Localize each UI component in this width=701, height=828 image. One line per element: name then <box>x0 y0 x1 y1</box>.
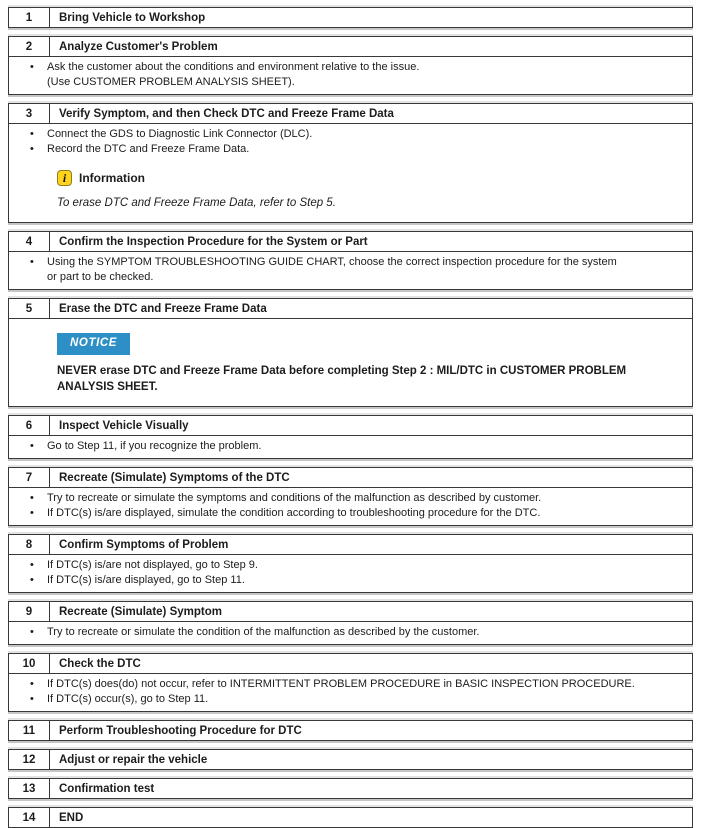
step-body <box>8 674 693 712</box>
list-item <box>9 255 684 285</box>
step-body <box>8 124 693 223</box>
step-header <box>8 807 693 828</box>
list-item <box>9 142 684 157</box>
step-header <box>8 720 693 741</box>
step-header <box>8 231 693 252</box>
step-number: 4 <box>9 232 50 251</box>
step-title: Adjust or repair the vehicle <box>59 753 208 766</box>
step-header <box>8 415 693 436</box>
bullet-text: If DTC(s) does(do) not occur, refer to INTERMITTENT PROBLEM PROCEDURE in BASIC INSPECTION PROCEDURE. <box>47 678 635 690</box>
step-number: 7 <box>9 468 50 487</box>
bullet-icon: • <box>30 61 34 73</box>
step-number: 5 <box>9 299 50 318</box>
step-title: Bring Vehicle to Workshop <box>59 11 206 24</box>
list-item <box>9 506 684 521</box>
step-number: 2 <box>9 37 50 56</box>
step-title: Confirm the Inspection Procedure for the System or Part <box>59 235 368 248</box>
step-header <box>8 467 693 488</box>
bullet-text: Connect the GDS to Diagnostic Link Connector (DLC). <box>47 128 313 140</box>
step-title: Recreate (Simulate) Symptom <box>59 605 222 618</box>
step-2 <box>8 36 693 95</box>
step-header <box>8 7 693 28</box>
step-body <box>8 436 693 459</box>
bullet-text: Go to Step 11, if you recognize the problem. <box>47 440 262 452</box>
step-3 <box>8 103 693 223</box>
bullet-text: If DTC(s) is/are not displayed, go to Step 9. <box>47 559 258 571</box>
step-14 <box>8 807 693 828</box>
bullet-icon: • <box>30 678 34 690</box>
step-9 <box>8 601 693 645</box>
step-13 <box>8 778 693 799</box>
information-icon: i <box>57 170 72 186</box>
step-header <box>8 534 693 555</box>
step-header <box>8 36 693 57</box>
list-item <box>9 677 684 692</box>
notice-block <box>57 333 684 402</box>
step-body <box>8 319 693 407</box>
bullet-icon: • <box>30 507 34 519</box>
bullet-icon: • <box>30 128 34 140</box>
step-title: Perform Troubleshooting Procedure for DTC <box>59 724 302 737</box>
step-1 <box>8 7 693 28</box>
step-title: Confirm Symptoms of Problem <box>59 538 229 551</box>
notice-text-line: ANALYSIS SHEET. <box>57 381 158 393</box>
step-header <box>8 653 693 674</box>
step-11 <box>8 720 693 741</box>
information-block <box>57 170 684 218</box>
step-6 <box>8 415 693 459</box>
list-item <box>9 127 684 142</box>
step-title: Recreate (Simulate) Symptoms of the DTC <box>59 471 290 484</box>
step-5 <box>8 298 693 407</box>
bullet-text: If DTC(s) occur(s), go to Step 11. <box>47 693 209 705</box>
step-number: 11 <box>9 721 50 740</box>
bullet-icon: • <box>30 256 34 268</box>
step-title: Inspect Vehicle Visually <box>59 419 189 432</box>
step-body <box>8 488 693 526</box>
bullet-icon: • <box>30 626 34 638</box>
list-item <box>9 491 684 506</box>
step-number: 12 <box>9 750 50 769</box>
bullet-text: (Use CUSTOMER PROBLEM ANALYSIS SHEET). <box>47 76 295 88</box>
step-4 <box>8 231 693 290</box>
list-item <box>9 625 684 640</box>
step-body <box>8 57 693 95</box>
information-label: Information <box>79 170 145 185</box>
step-10 <box>8 653 693 712</box>
step-title: Confirmation test <box>59 782 155 795</box>
step-body <box>8 252 693 290</box>
step-number: 1 <box>9 8 50 27</box>
list-item <box>9 692 684 707</box>
list-item <box>9 573 684 588</box>
bullet-text: If DTC(s) is/are displayed, simulate the condition according to troubleshooting procedure for the DTC. <box>47 507 541 519</box>
step-number: 10 <box>9 654 50 673</box>
bullet-text: Ask the customer about the conditions and environment relative to the issue. <box>47 61 420 73</box>
notice-badge: NOTICE <box>57 333 130 355</box>
step-title: Check the DTC <box>59 657 141 670</box>
step-number: 13 <box>9 779 50 798</box>
step-number: 9 <box>9 602 50 621</box>
bullet-text: If DTC(s) is/are displayed, go to Step 11. <box>47 574 245 586</box>
bullet-text: Record the DTC and Freeze Frame Data. <box>47 143 250 155</box>
bullet-icon: • <box>30 693 34 705</box>
bullet-icon: • <box>30 143 34 155</box>
step-title: Erase the DTC and Freeze Frame Data <box>59 302 267 315</box>
step-header <box>8 298 693 319</box>
bullet-text: Using the SYMPTOM TROUBLESHOOTING GUIDE CHART, choose the correct inspection procedure for the system <box>47 256 617 268</box>
bullet-icon: • <box>30 492 34 504</box>
step-number: 14 <box>9 808 50 827</box>
information-note: To erase DTC and Freeze Frame Data, refer to Step 5. <box>57 197 336 209</box>
bullet-text: or part to be checked. <box>47 271 154 283</box>
bullet-icon: • <box>30 440 34 452</box>
bullet-text: Try to recreate or simulate the condition of the malfunction as described by the customer. <box>47 626 480 638</box>
step-number: 8 <box>9 535 50 554</box>
step-title: END <box>59 811 84 824</box>
bullet-icon: • <box>30 559 34 571</box>
notice-text-line: NEVER erase DTC and Freeze Frame Data before completing Step 2 : MIL/DTC in CUSTOMER PROBLEM <box>57 365 627 377</box>
list-item <box>9 439 684 454</box>
step-title: Analyze Customer's Problem <box>59 40 218 53</box>
step-8 <box>8 534 693 593</box>
step-header <box>8 601 693 622</box>
step-body <box>8 622 693 645</box>
bullet-icon: • <box>30 574 34 586</box>
bullet-text: Try to recreate or simulate the symptoms and conditions of the malfunction as described by customer. <box>47 492 542 504</box>
step-body <box>8 555 693 593</box>
step-number: 3 <box>9 104 50 123</box>
list-item <box>9 558 684 573</box>
step-7 <box>8 467 693 526</box>
step-header <box>8 103 693 124</box>
step-title: Verify Symptom, and then Check DTC and Freeze Frame Data <box>59 107 394 120</box>
step-header <box>8 749 693 770</box>
list-item <box>9 60 684 90</box>
step-12 <box>8 749 693 770</box>
step-number: 6 <box>9 416 50 435</box>
step-header <box>8 778 693 799</box>
